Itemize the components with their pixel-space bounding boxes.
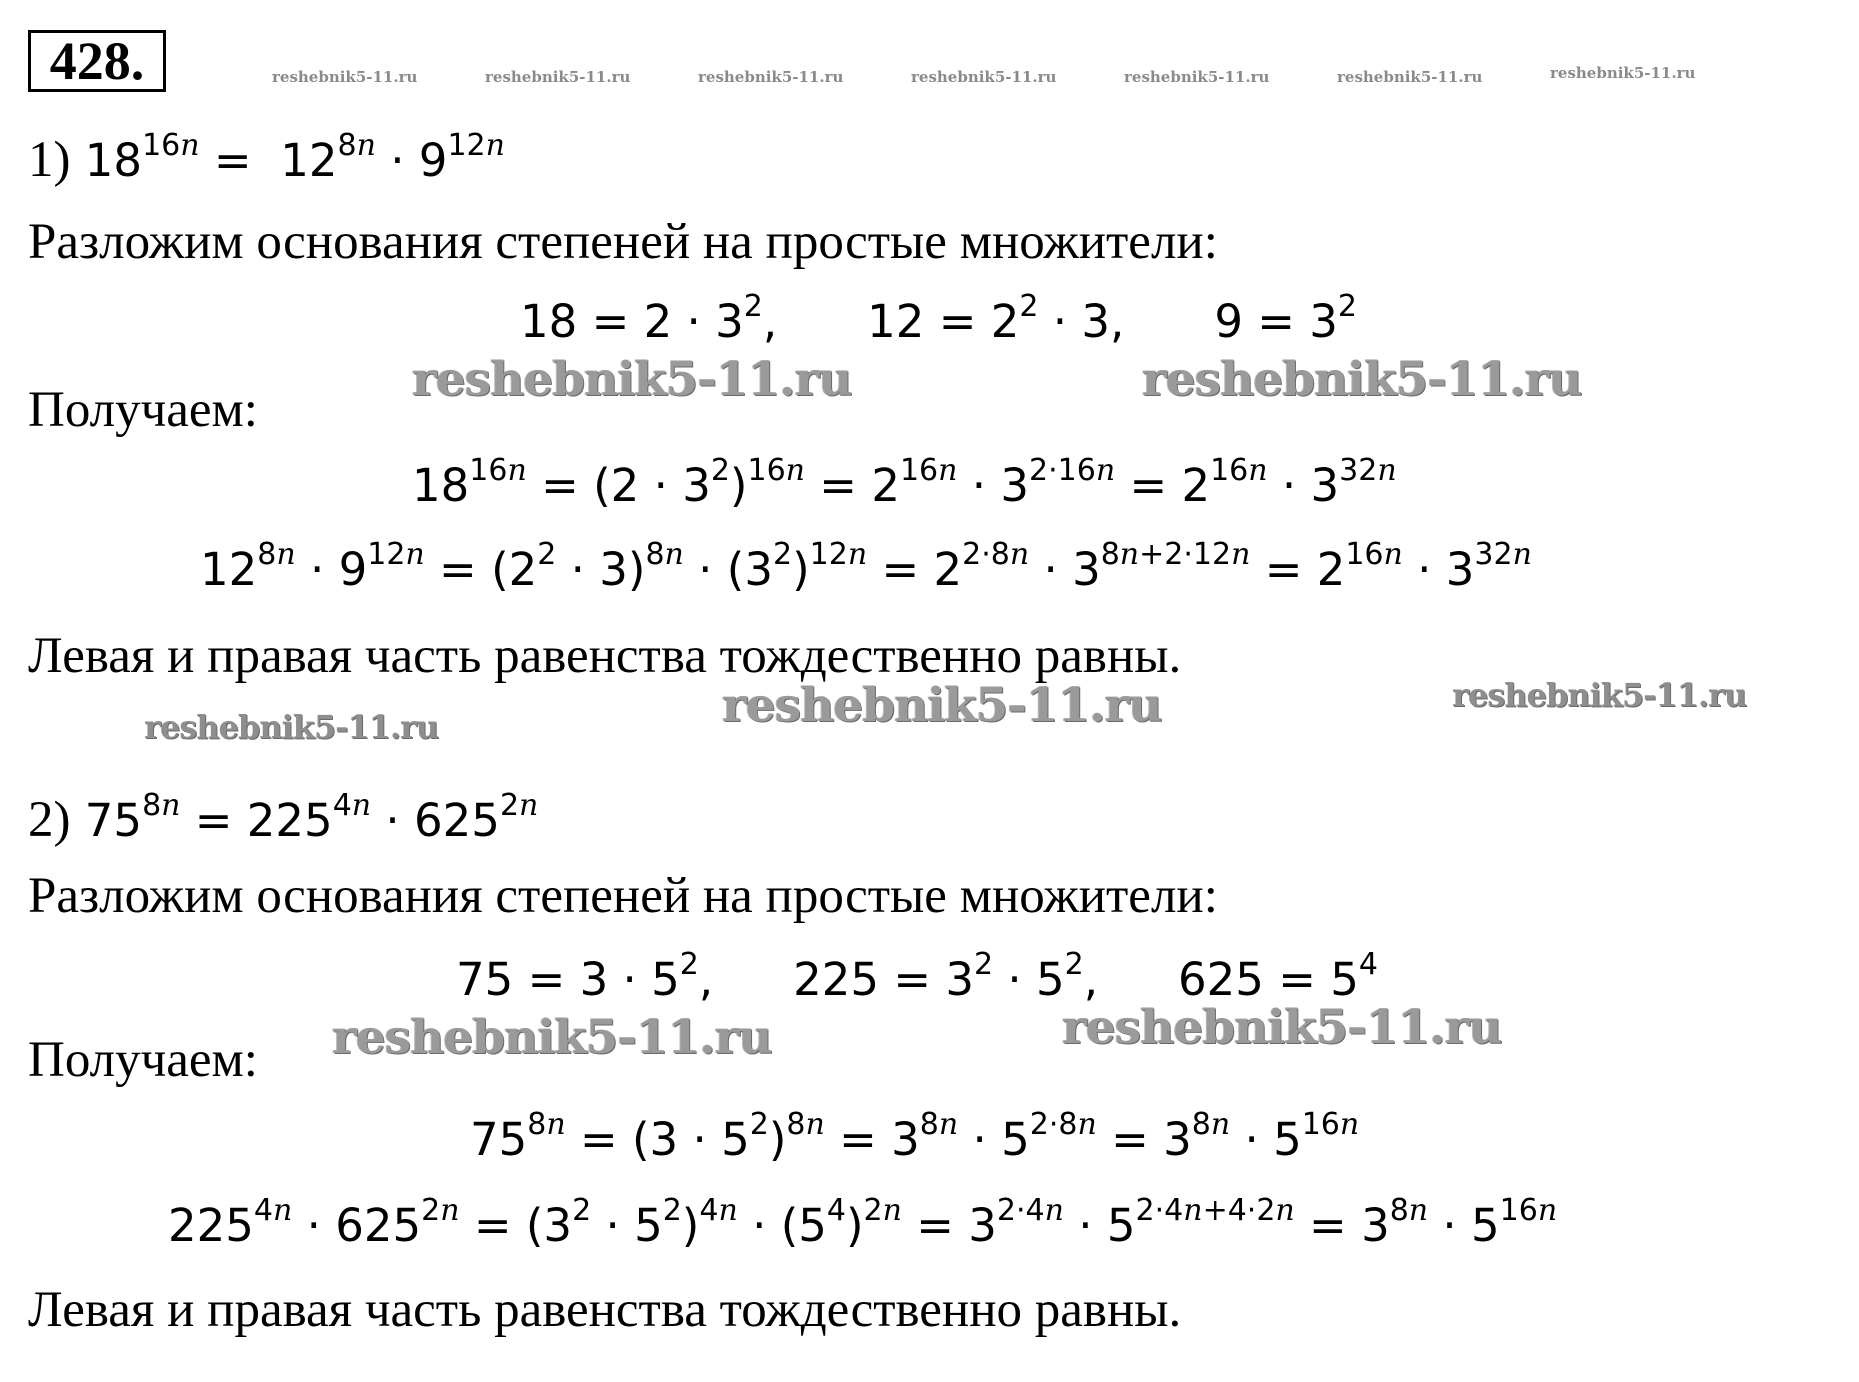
watermark: reshebnik5-11.ru bbox=[911, 68, 1057, 86]
watermark: reshebnik5-11.ru bbox=[412, 352, 852, 407]
part1-conclusion: Левая и правая часть равенства тождественно равны. bbox=[28, 628, 1182, 684]
watermark: reshebnik5-11.ru bbox=[144, 708, 439, 746]
watermark: reshebnik5-11.ru bbox=[698, 68, 844, 86]
part1-statement: 1) $18^{16n} = 12^{8n} \cdot 9^{12n}$ bbox=[28, 128, 505, 188]
watermark: reshebnik5-11.ru bbox=[1142, 352, 1582, 407]
watermark: reshebnik5-11.ru bbox=[1124, 68, 1270, 86]
watermark: reshebnik5-11.ru bbox=[1550, 64, 1696, 82]
part2-derivation-left: $75^{8n} = (3 \cdot 5^2)^{8n} = 3^{8n} \cdot 5^{2\cdot 8n} = 3^{8n} \cdot 5^{16n}$ bbox=[470, 1107, 1360, 1166]
part2-result-label: Получаем: bbox=[28, 1032, 258, 1088]
watermark: reshebnik5-11.ru bbox=[1337, 68, 1483, 86]
watermark: reshebnik5-11.ru bbox=[272, 68, 418, 86]
part2-conclusion: Левая и правая часть равенства тождественно равны. bbox=[28, 1282, 1182, 1338]
watermark: reshebnik5-11.ru bbox=[722, 678, 1162, 733]
problem-number: 428. bbox=[28, 30, 166, 92]
watermark: reshebnik5-11.ru bbox=[1062, 1000, 1502, 1055]
part2-factorizations: $75 = 3 \cdot 5^2$, $225 = 3^2 \cdot 5^2$, $625 = 5^4$ bbox=[456, 947, 1378, 1006]
part1-derivation-left: $18^{16n} = (2 \cdot 3^2)^{16n} = 2^{16n} \cdot 3^{2\cdot 16n} = 2^{16n} \cdot 3^{32n}$ bbox=[412, 453, 1397, 512]
part2-intro: Разложим основания степеней на простые множители: bbox=[28, 868, 1218, 924]
part1-factorizations: $18 = 2 \cdot 3^2$, $12 = 2^2 \cdot 3$, $9 = 3^2$ bbox=[520, 289, 1357, 348]
part2-derivation-right: $225^{4n} \cdot 625^{2n} = (3^2 \cdot 5^2)^{4n} \cdot (5^4)^{2n} = 3^{2\cdot 4n} \cdot 5^{2\cdot 4n+4\cdot 2n} = 3^{8n} \cdot 5^{16n}$ bbox=[168, 1193, 1558, 1252]
watermark: reshebnik5-11.ru bbox=[332, 1010, 772, 1065]
part1-derivation-right: $12^{8n} \cdot 9^{12n} = (2^2 \cdot 3)^{8n} \cdot (3^2)^{12n} = 2^{2\cdot 8n} \cdot 3^{8n+2\cdot 12n} = 2^{16n} \cdot 3^{32n}$ bbox=[200, 537, 1532, 596]
part1-intro: Разложим основания степеней на простые множители: bbox=[28, 214, 1218, 270]
watermark: reshebnik5-11.ru bbox=[1452, 676, 1747, 714]
part2-statement: 2) $75^{8n} = 225^{4n} \cdot 625^{2n}$ bbox=[28, 788, 539, 848]
watermark: reshebnik5-11.ru bbox=[485, 68, 631, 86]
part1-result-label: Получаем: bbox=[28, 382, 258, 438]
